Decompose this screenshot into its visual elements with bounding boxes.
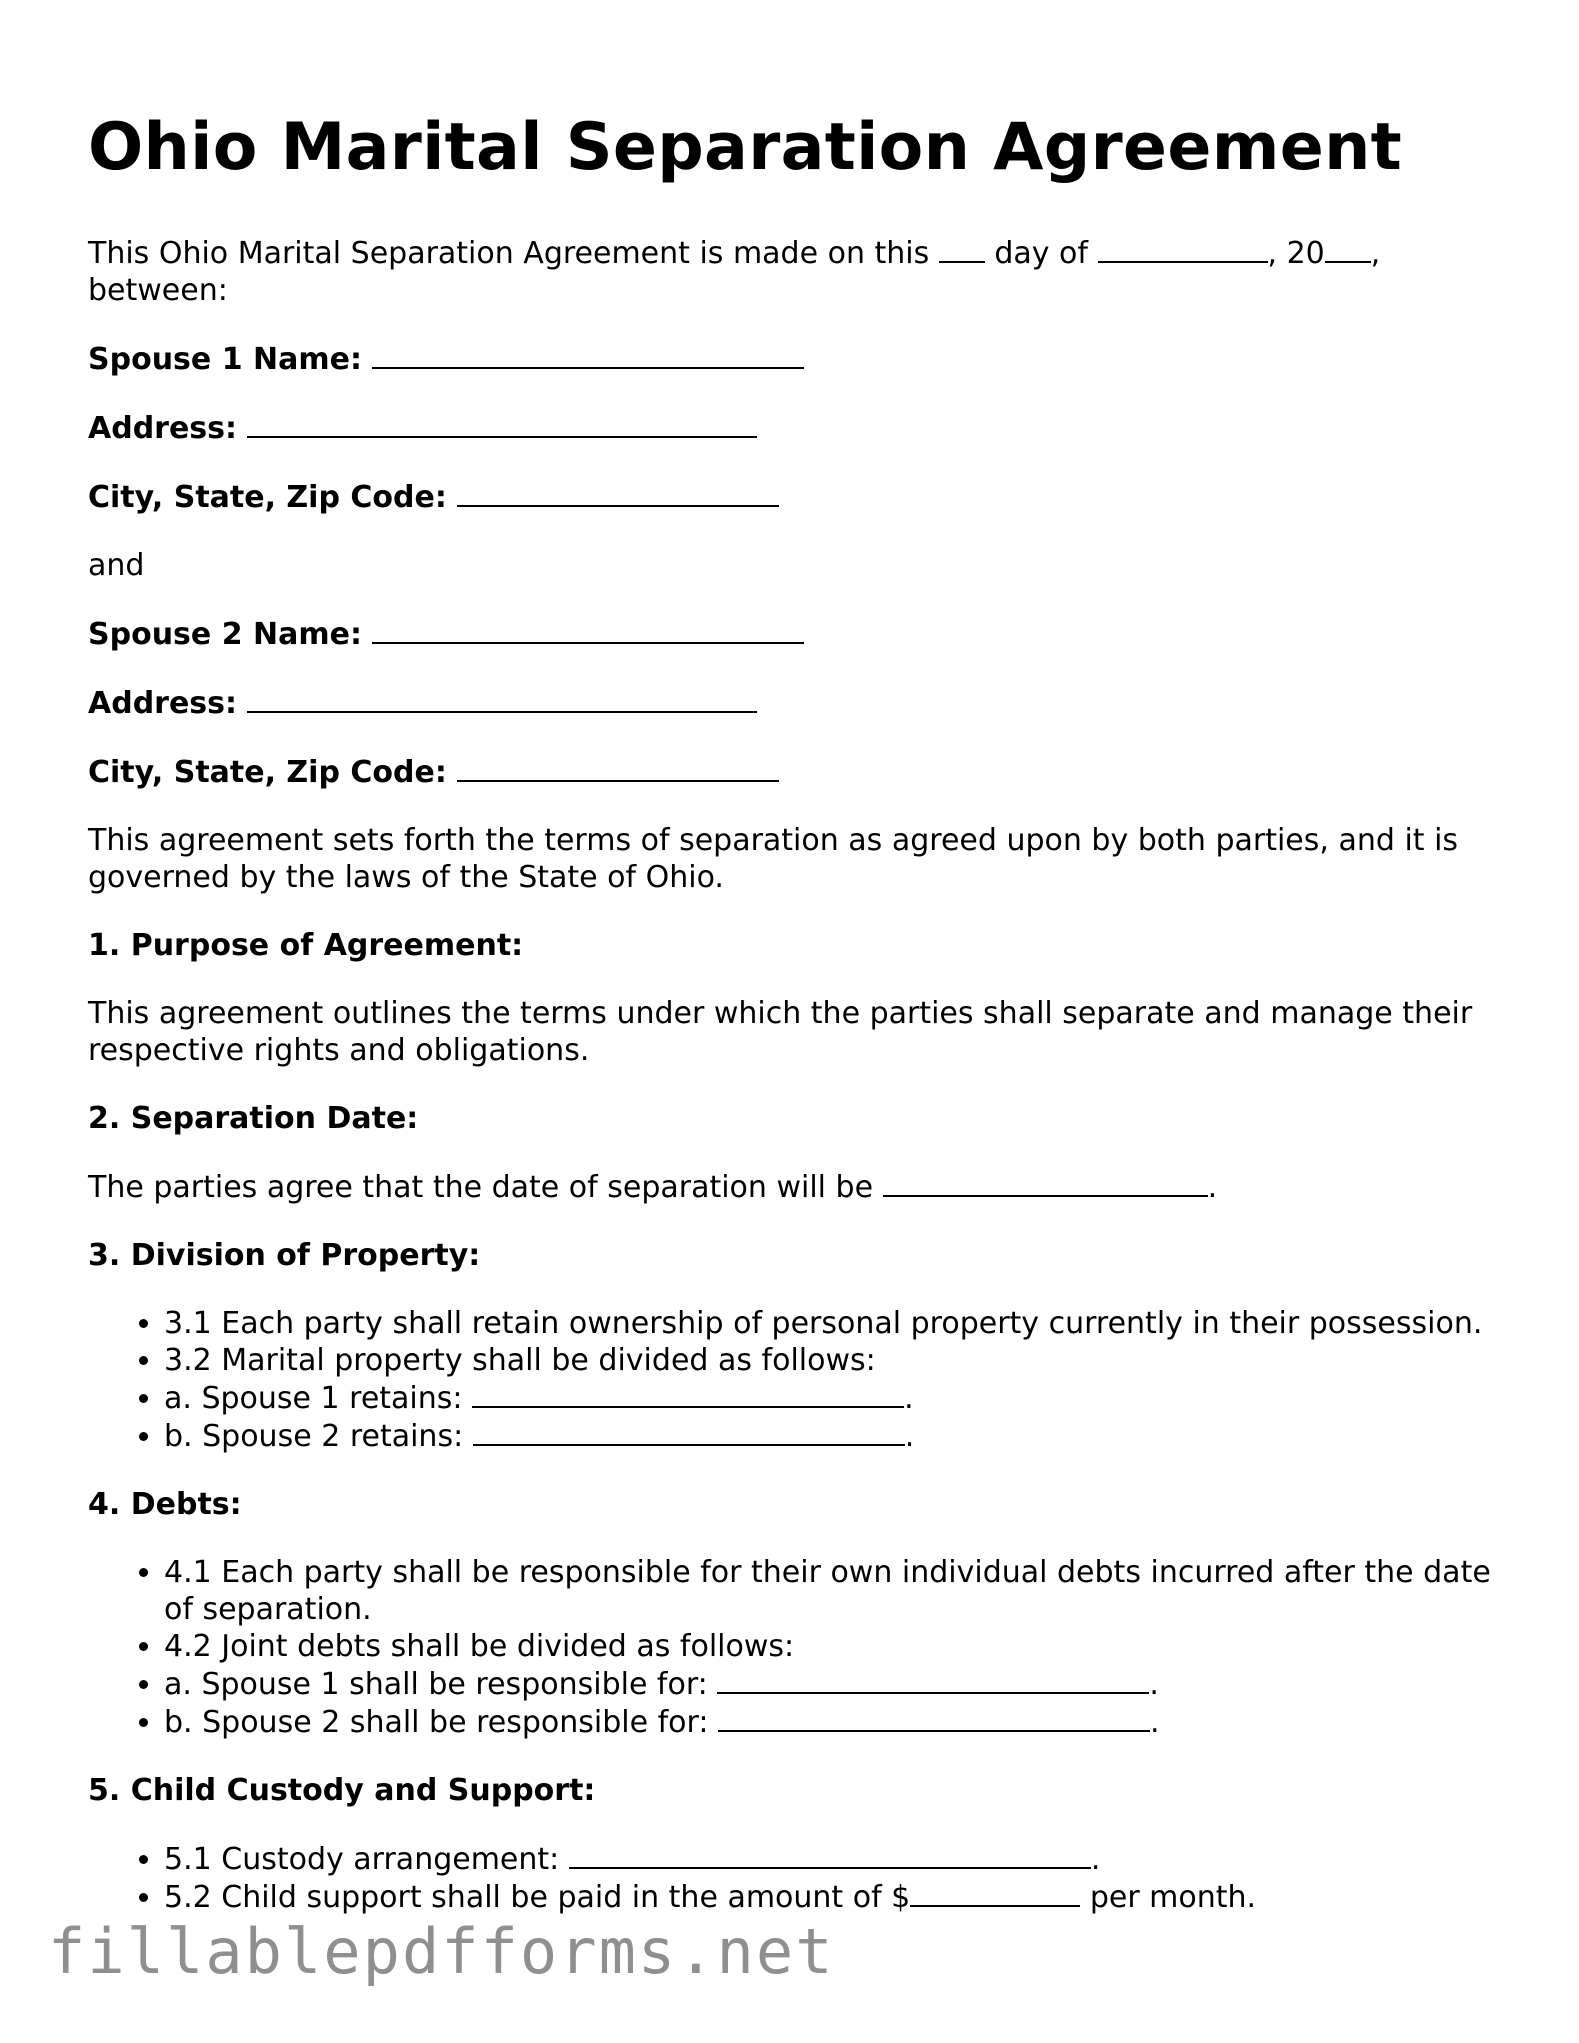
spouse1-name-label: Spouse 1 Name: xyxy=(88,342,362,377)
spouse1-city-blank[interactable] xyxy=(457,478,779,507)
year-blank[interactable] xyxy=(1325,234,1371,263)
section2-period: . xyxy=(1207,1170,1218,1205)
intro-text-2: day of xyxy=(994,236,1088,271)
list-item xyxy=(164,1342,1508,1379)
spouse2-address-label: Address: xyxy=(88,686,238,721)
spouse1-name-row xyxy=(88,340,1508,378)
section4-list xyxy=(88,1554,1508,1741)
spouse2-name-row xyxy=(88,615,1508,653)
list-item xyxy=(164,1417,1508,1455)
day-blank[interactable] xyxy=(939,234,985,263)
spouse1-name-blank[interactable] xyxy=(372,340,804,369)
list-item xyxy=(164,1665,1508,1703)
governing-paragraph: This agreement sets forth the terms of separation as agreed upon by both parties, and it is governed by the laws of the State of Ohio. xyxy=(88,823,1459,895)
list-item-text: b. Spouse 2 retains: xyxy=(164,1419,464,1454)
spouse1-address-row xyxy=(88,409,1508,447)
section3-list xyxy=(88,1305,1508,1455)
spouse1-city-row xyxy=(88,478,1508,516)
custody-blank[interactable] xyxy=(569,1840,1091,1869)
intro-text-3: , 20 xyxy=(1267,236,1325,271)
list-item xyxy=(164,1554,1508,1628)
section2-heading: 2. Separation Date: xyxy=(88,1101,419,1136)
spouse1-address-blank[interactable] xyxy=(247,409,757,438)
spouse2-name-blank[interactable] xyxy=(372,615,804,644)
period: . xyxy=(904,1419,915,1454)
section3-heading: 3. Division of Property: xyxy=(88,1238,481,1273)
list-item xyxy=(164,1840,1508,1878)
section2-paragraph xyxy=(88,1168,1508,1206)
spouse2-address-row xyxy=(88,684,1508,722)
period: . xyxy=(1090,1842,1101,1877)
spouse1-debts-blank[interactable] xyxy=(717,1665,1149,1694)
per-month-text: per month. xyxy=(1089,1880,1257,1915)
document-title: Ohio Marital Separation Agreement xyxy=(88,110,1403,185)
spouse2-name-label: Spouse 2 Name: xyxy=(88,617,362,652)
list-item-text: b. Spouse 2 shall be responsible for: xyxy=(164,1705,709,1740)
list-item-text: 3.2 Marital property shall be divided as follows: xyxy=(164,1343,876,1378)
section1-text: This agreement outlines the terms under which the parties shall separate and manage their respective rights and obligations. xyxy=(88,996,1473,1068)
section5-list xyxy=(88,1840,1508,1916)
period: . xyxy=(1149,1705,1160,1740)
spouse2-debts-blank[interactable] xyxy=(718,1703,1150,1732)
spouse2-address-blank[interactable] xyxy=(247,684,757,713)
intro-text-1: This Ohio Marital Separation Agreement is made on this xyxy=(88,236,930,271)
section5-heading: 5. Child Custody and Support: xyxy=(88,1773,596,1808)
spouse1-city-label: City, State, Zip Code: xyxy=(88,480,447,515)
list-item-text: 5.2 Child support shall be paid in the amount of $ xyxy=(164,1880,911,1915)
list-item xyxy=(164,1703,1508,1741)
spouse2-city-blank[interactable] xyxy=(457,753,779,782)
spouse2-city-row xyxy=(88,753,1508,791)
list-item xyxy=(164,1379,1508,1417)
list-item-text: 3.1 Each party shall retain ownership of personal property currently in their possession. xyxy=(164,1306,1483,1341)
separation-date-blank[interactable] xyxy=(883,1168,1208,1197)
intro-text-4: , xyxy=(1370,236,1381,271)
spouse1-address-label: Address: xyxy=(88,411,238,446)
child-support-amount-blank[interactable] xyxy=(910,1878,1080,1907)
section1-heading: 1. Purpose of Agreement: xyxy=(88,928,524,963)
spouse2-retains-blank[interactable] xyxy=(473,1417,905,1446)
list-item xyxy=(164,1628,1508,1665)
period: . xyxy=(1149,1667,1159,1702)
month-blank[interactable] xyxy=(1098,234,1268,263)
list-item xyxy=(164,1305,1508,1342)
list-item-text: 4.1 Each party shall be responsible for their own individual debts incurred after the date of separation. xyxy=(164,1555,1491,1627)
intro-paragraph xyxy=(88,234,1508,309)
list-item-text: a. Spouse 1 shall be responsible for: xyxy=(164,1667,708,1702)
intro-text-5: between: xyxy=(88,273,228,308)
section4-heading: 4. Debts: xyxy=(88,1487,242,1522)
and-text: and xyxy=(88,548,145,583)
list-item-text: 5.1 Custody arrangement: xyxy=(164,1842,560,1877)
list-item xyxy=(164,1878,1508,1916)
document-page xyxy=(88,108,1508,1916)
list-item-text: a. Spouse 1 retains: xyxy=(164,1381,463,1416)
list-item-text: 4.2 Joint debts shall be divided as follows: xyxy=(164,1629,795,1664)
spouse1-retains-blank[interactable] xyxy=(472,1379,904,1408)
period: . xyxy=(904,1381,914,1416)
section2-text: The parties agree that the date of separation will be xyxy=(88,1170,874,1205)
spouse2-city-label: City, State, Zip Code: xyxy=(88,755,447,790)
watermark: fillablepdfforms.net xyxy=(48,1915,835,1988)
